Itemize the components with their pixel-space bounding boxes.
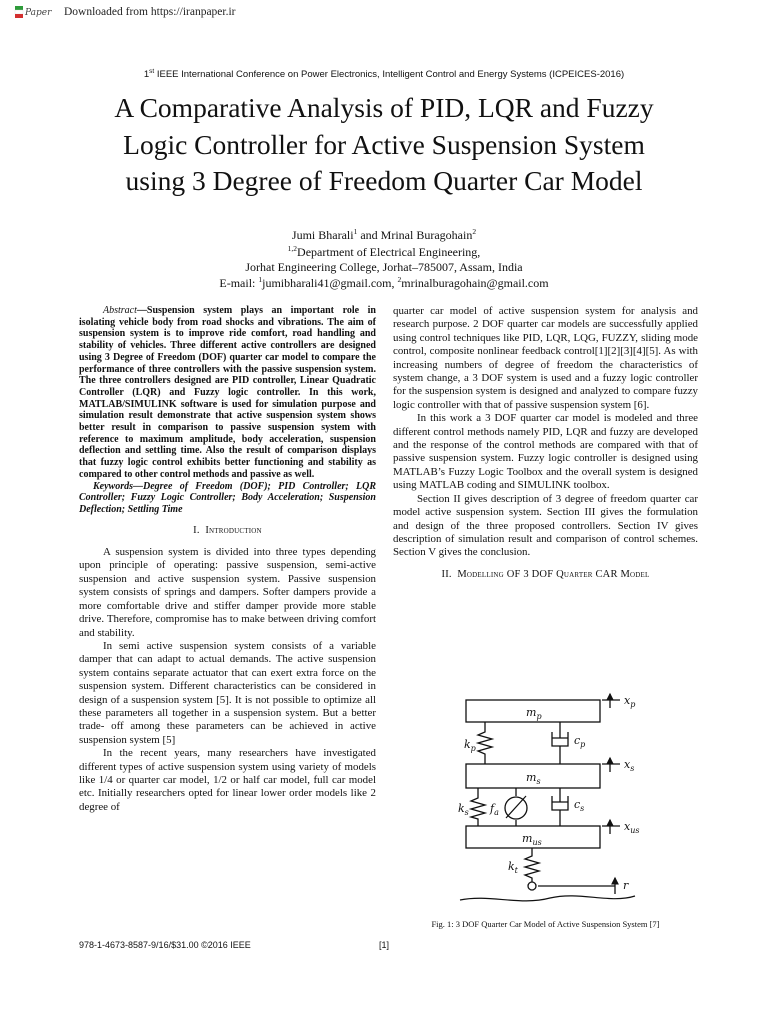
iranpaper-logo: [14, 3, 58, 21]
label-mp: $m_p$: [526, 706, 542, 721]
abstract-label: Abstract: [103, 305, 137, 316]
affiliation-dept-text: Department of Electrical Engineering,: [297, 245, 481, 259]
arrow-xus: [602, 820, 620, 834]
label-cp: $c_p$: [574, 734, 586, 749]
footer-page-number: [1]: [379, 940, 390, 950]
email-2: mrinalburagohain@gmail.com: [401, 276, 549, 290]
conference-name: IEEE International Conference on Power Electronics, Intelligent Control and Energy Systems (ICPEICES-2016): [154, 69, 625, 81]
intro-paragraph-1: A suspension system is divided into three types depending upon principle of operating: passive suspension, semi-active suspension and active suspension system. Passive suspension system consists of springs and dampers. Softer dampers provide a more comfortable drive and stiffer damper provide more stable drive. Therefore, compromise has to make between driving comfort and stability.: [79, 546, 376, 639]
section-heading-modelling: [393, 568, 698, 581]
spring-ks: [471, 788, 485, 826]
affiliation-college: Jorhat Engineering College, Jorhat–785007, Assam, India: [245, 260, 523, 274]
abstract: [79, 305, 376, 481]
author-2: and Mrinal Buragohain: [357, 228, 473, 242]
spring-kp: [478, 722, 492, 764]
label-kp: $k_p$: [464, 738, 476, 753]
section-heading-introduction: [79, 524, 376, 537]
download-banner: [14, 2, 236, 22]
label-kt: $k_t$: [508, 860, 518, 875]
email-prefix: E-mail:: [219, 276, 259, 290]
left-column: [79, 305, 376, 814]
intro-paragraph-3: In the recent years, many researchers have investigated different types of active suspension system using variety of models like 1/4 or quarter car model, 1/2 or half car model, full car model etc. Initially researchers opted for linear lower order models like 2 degree of: [79, 747, 376, 813]
email-1-sup: 1: [258, 275, 263, 284]
logo-text: Paper: [25, 8, 52, 18]
affiliation-sup: 1,2: [287, 244, 298, 253]
quarter-car-model-figure: [420, 692, 670, 914]
arrow-xs: [602, 758, 620, 772]
conference-ordinal: 1: [143, 69, 150, 81]
label-r: r: [623, 879, 629, 892]
author-line: [0, 227, 768, 243]
label-mus: $m_{us}$: [522, 832, 542, 847]
label-xs: $x_s$: [624, 758, 635, 773]
label-xus: $x_{us}$: [624, 820, 640, 835]
title-line-3: using 3 Degree of Freedom Quarter Car Model: [125, 165, 643, 196]
road-profile: [460, 896, 635, 901]
label-xp: $x_p$: [624, 694, 636, 709]
conference-line: [0, 68, 768, 80]
right-paragraph-3: Section II gives description of 3 degree of freedom quarter car model active suspension system. Section III gives the formulation and design of the three proposed controllers. Section IV gives description of simulation result and comparison of control schemes. Section V gives the conclusion.: [393, 492, 698, 559]
label-ks: $k_s$: [458, 802, 469, 817]
keywords: [79, 481, 376, 516]
keywords-text: —Degree of Freedom (DOF); PID Controller; LQR Controller; Fuzzy Logic Controller; Body Acceleration; Suspension Deflection; Settling Time: [79, 480, 376, 515]
damper-cs: [552, 788, 568, 826]
label-fa: $f_a$: [490, 802, 499, 817]
download-source-text: Downloaded from https://iranpaper.ir: [64, 6, 236, 18]
intro-paragraph-2: In semi active suspension system consists of a variable damper that can adapt to actual demands. The active suspension system contains separate actuator that can exert extra force on the suspension system. Different characteristics can be considered in design of a suspension system [5]. It is not possible to optimize all these parameters all together in a suspension system. But a better trade- off among these parameters can be achieved in active suspension system [5]: [79, 639, 376, 746]
author-1-sup: 1: [353, 227, 358, 236]
right-paragraph-2: In this work a 3 DOF quarter car model is modeled and three different control methods namely PID, LQR and fuzzy are developed and the response of the control methods are compared with that of passive suspension system. Fuzzy logic controller is designed using MATLAB’s Fuzzy Logic Toolbox and the overall system is designed using MATLAB coding and SIMULINK toolbox.: [393, 412, 698, 492]
damper-cp: [552, 722, 568, 764]
abstract-text: —Suspension system plays an important role in isolating vehicle body from road shocks and vibrations. The aim of suspension system is to improve ride comfort, road handling and stability of vehicles. Three different active controllers are designed using 3 Degree of Freedom (DOF) quarter car model to compare the performance of three controllers with the passive suspension system. The three controllers designed are PID controller, Linear Quadratic Controller (LQR) and Fuzzy logic controller. In this work, MATLAB/SIMULINK software is used for simulation purpose and simulation result demonstrate that active suspension system shows better result in comparison to passive suspension system with reference to maximum amplitude, body acceleration, suspension deflection and settling time. Also the result of comparison displays that fuzzy logic control exhibits better functioning and stability as compared to other control methods and passive as well.: [79, 305, 376, 480]
author-1: Jumi Bharali: [291, 228, 354, 242]
author-2-sup: 2: [472, 227, 477, 236]
arrow-r: [538, 878, 615, 894]
section-2-title: Modelling OF 3 DOF Quarter CAR Model: [457, 568, 650, 580]
label-ms: $m_s$: [526, 771, 541, 786]
email-2-sup: 2: [397, 275, 402, 284]
tire-spring-kt: [525, 848, 539, 882]
section-2-number: II.: [441, 568, 452, 580]
footer-isbn: 978-1-4673-8587-9/16/$31.00 ©2016 IEEE: [79, 940, 251, 950]
figure-caption: Fig. 1: 3 DOF Quarter Car Model of Active Suspension System [7]: [431, 919, 660, 929]
affiliation-dept: [0, 244, 768, 260]
label-cs: $c_s$: [574, 798, 585, 813]
right-paragraph-1: quarter car model of active suspension system for analysis and research purpose. 2 DOF quarter car models are successfully applied using control techniques like PID, LQR, LQG, FUZZY, sliding mode control, composite nonlinear feedback control[1][2][3][4][5]. As with increasing numbers of degree of freedom the characteristics of system change, a 3 DOF system is used and a fuzzy logic controller for the suspension system is designed and analyzed to compare fuzzy logic controller with that of passive suspension system [6].: [393, 305, 698, 411]
email-line: [0, 275, 768, 291]
title-line-1: A Comparative Analysis of PID, LQR and Fuzzy: [114, 92, 654, 123]
conference-ordinal-suffix: st: [149, 68, 155, 75]
tire-contact: [528, 882, 536, 890]
section-1-title: Introduction: [205, 524, 262, 536]
right-column: [393, 305, 698, 590]
section-1-number: I.: [193, 524, 200, 536]
paper-title: [40, 90, 728, 200]
keywords-label: Keywords: [93, 480, 133, 492]
email-1: jumibharali41@gmail.com,: [262, 276, 398, 290]
title-line-2: Logic Controller for Active Suspension System: [123, 128, 645, 160]
arrow-xp: [602, 694, 620, 708]
